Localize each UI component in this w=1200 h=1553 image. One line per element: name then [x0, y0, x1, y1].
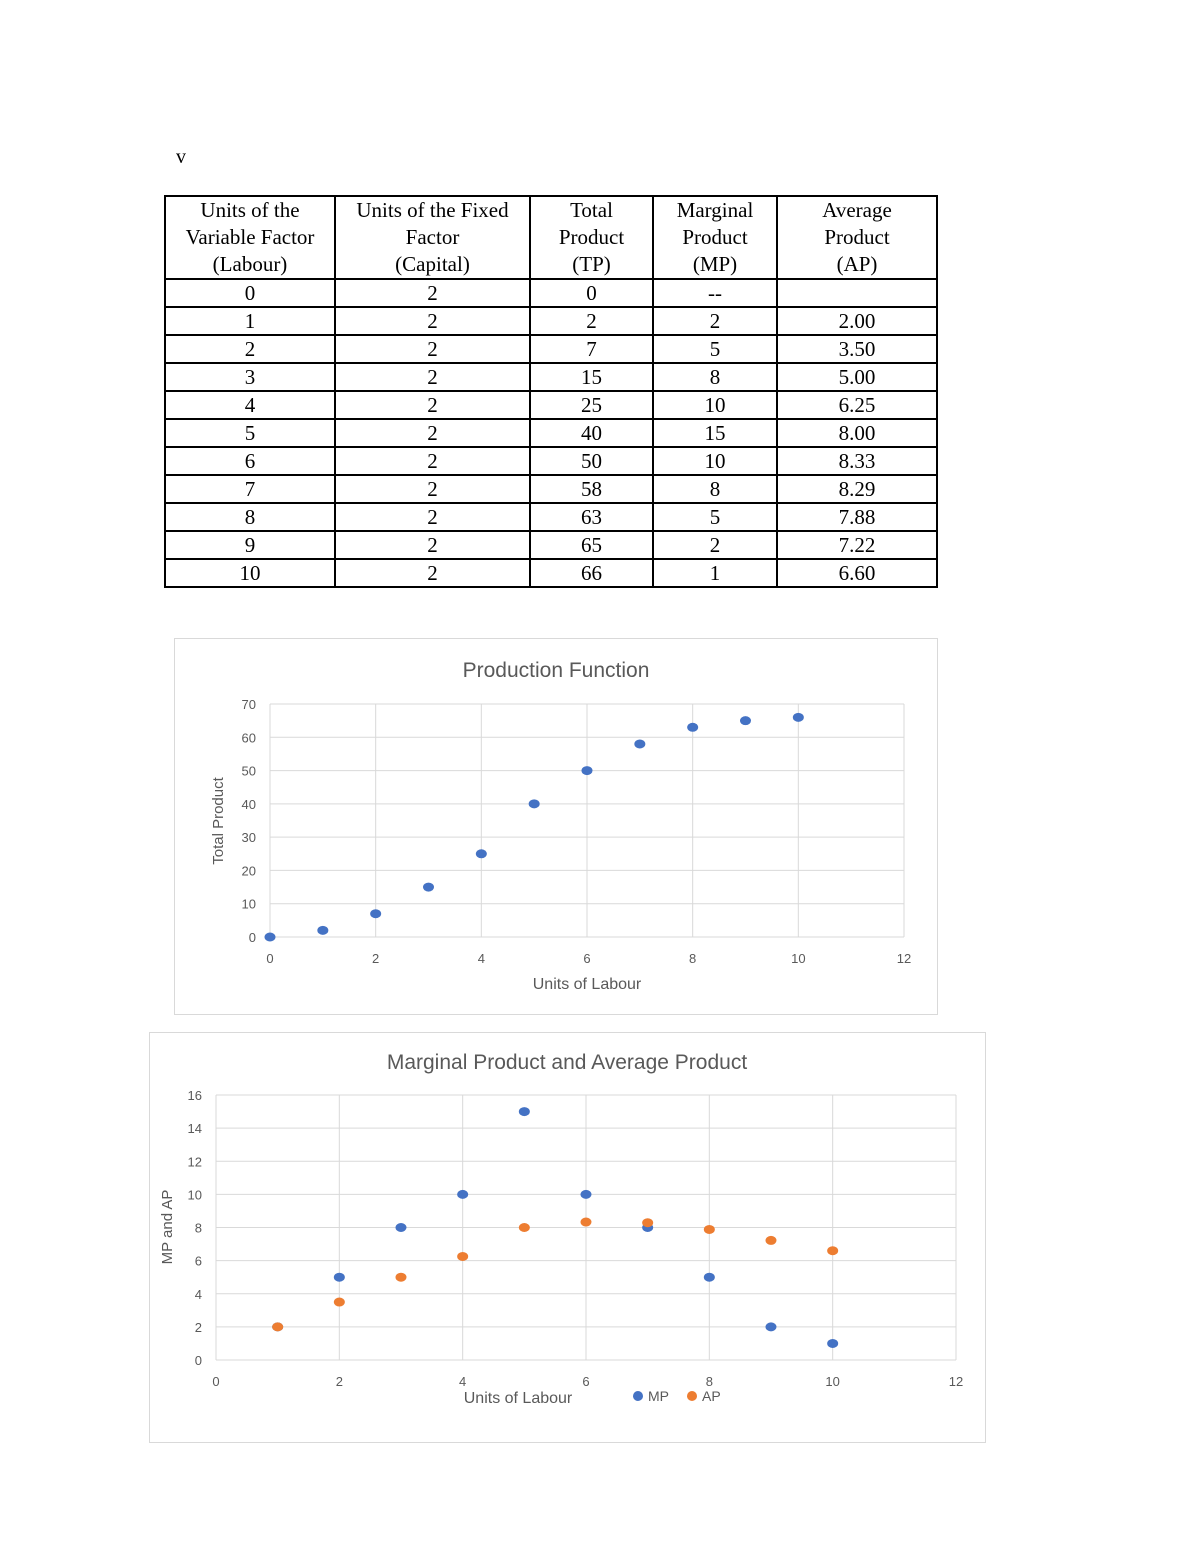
y-tick-label: 60: [241, 730, 256, 746]
x-tick-label: 6: [582, 1374, 590, 1389]
table-row: [165, 419, 937, 447]
cell-mp: 15: [653, 419, 777, 447]
table-row: [165, 391, 937, 419]
data-point-mp: [581, 1190, 592, 1199]
data-point-ap: [519, 1223, 530, 1232]
cell-labour: 5: [165, 419, 335, 447]
table-row: [165, 447, 937, 475]
data-point-ap: [642, 1218, 653, 1227]
cell-ap: 8.33: [777, 447, 937, 475]
cell-capital: 2: [335, 363, 530, 391]
cell-tp: 2: [530, 307, 653, 335]
x-tick-label: 8: [689, 951, 697, 966]
data-point-tp: [687, 723, 698, 732]
cell-mp: 1: [653, 559, 777, 587]
x-tick-label: 12: [948, 1374, 964, 1389]
y-tick-label: 16: [187, 1088, 202, 1103]
cell-tp: 7: [530, 335, 653, 363]
data-point-mp: [766, 1322, 777, 1331]
data-point-ap: [334, 1298, 345, 1307]
data-point-ap: [581, 1218, 592, 1227]
x-tick-label: 0: [266, 951, 274, 966]
production-function-chart: [174, 638, 938, 1015]
table-row: [165, 559, 937, 587]
cell-ap: 2.00: [777, 307, 937, 335]
cell-labour: 3: [165, 363, 335, 391]
cell-labour: 6: [165, 447, 335, 475]
cell-mp: 8: [653, 475, 777, 503]
cell-capital: 2: [335, 419, 530, 447]
data-point-tp: [265, 933, 276, 942]
cell-ap: 6.60: [777, 559, 937, 587]
y-tick-label: 6: [194, 1253, 202, 1269]
cell-labour: 2: [165, 335, 335, 363]
data-point-ap: [457, 1252, 468, 1261]
x-tick-label: 4: [477, 951, 485, 966]
data-point-mp: [396, 1223, 407, 1232]
cell-tp: 63: [530, 503, 653, 531]
cell-labour: 4: [165, 391, 335, 419]
production-table: [164, 195, 938, 588]
x-tick-label: 6: [583, 951, 591, 966]
data-point-tp: [582, 766, 593, 775]
data-point-mp: [519, 1107, 530, 1116]
y-axis-label: Total Product: [210, 777, 227, 865]
y-tick-label: 14: [187, 1121, 202, 1137]
header-marginal-product: Marginal Product (MP): [653, 196, 777, 279]
y-tick-label: 10: [187, 1187, 202, 1203]
table-row: [165, 363, 937, 391]
y-tick-label: 0: [194, 1353, 202, 1368]
cell-tp: 25: [530, 391, 653, 419]
cell-capital: 2: [335, 279, 530, 307]
legend-marker-mp: [633, 1391, 643, 1401]
cell-mp: --: [653, 279, 777, 307]
data-point-tp: [529, 799, 540, 808]
legend-marker-ap: [687, 1391, 697, 1401]
table-header-row: [165, 196, 937, 279]
data-point-tp: [476, 849, 487, 858]
header-labour: Units of the Variable Factor (Labour): [165, 196, 335, 279]
cell-mp: 5: [653, 503, 777, 531]
x-tick-label: 10: [825, 1374, 840, 1389]
cell-mp: 10: [653, 391, 777, 419]
cell-capital: 2: [335, 503, 530, 531]
x-tick-label: 10: [791, 951, 806, 966]
x-tick-label: 2: [335, 1374, 343, 1389]
y-tick-label: 4: [194, 1286, 202, 1302]
cell-labour: 10: [165, 559, 335, 587]
cell-tp: 50: [530, 447, 653, 475]
data-point-tp: [317, 926, 328, 935]
y-tick-label: 8: [194, 1220, 202, 1236]
chart-title: Production Function: [462, 659, 650, 682]
cell-capital: 2: [335, 531, 530, 559]
x-tick-label: 8: [705, 1374, 713, 1389]
cell-tp: 65: [530, 531, 653, 559]
cell-mp: 2: [653, 307, 777, 335]
y-tick-label: 2: [194, 1319, 202, 1335]
y-tick-label: 70: [241, 697, 256, 712]
page-marker: v: [176, 146, 186, 168]
data-point-mp: [827, 1339, 838, 1348]
cell-ap: 7.22: [777, 531, 937, 559]
legend-label-ap: AP: [702, 1388, 721, 1404]
data-point-tp: [793, 713, 804, 722]
cell-tp: 40: [530, 419, 653, 447]
header-capital: Units of the Fixed Factor (Capital): [335, 196, 530, 279]
cell-mp: 8: [653, 363, 777, 391]
data-point-ap: [396, 1273, 407, 1282]
y-tick-label: 10: [241, 896, 256, 912]
data-point-ap: [704, 1225, 715, 1234]
data-point-tp: [634, 739, 645, 748]
x-tick-label: 4: [459, 1374, 467, 1389]
header-total-product: Total Product (TP): [530, 196, 653, 279]
table-body: [165, 279, 937, 587]
cell-capital: 2: [335, 307, 530, 335]
cell-tp: 66: [530, 559, 653, 587]
cell-labour: 1: [165, 307, 335, 335]
y-tick-label: 40: [241, 796, 256, 812]
x-tick-label: 12: [896, 951, 912, 966]
cell-labour: 0: [165, 279, 335, 307]
production-function-svg: [175, 639, 937, 1014]
y-tick-label: 30: [241, 830, 256, 846]
x-axis-label: Units of Labour: [463, 1390, 573, 1407]
cell-ap: 3.50: [777, 335, 937, 363]
cell-ap: 6.25: [777, 391, 937, 419]
data-point-mp: [457, 1190, 468, 1199]
data-point-ap: [827, 1246, 838, 1255]
table-row: [165, 531, 937, 559]
cell-mp: 5: [653, 335, 777, 363]
data-point-ap: [766, 1236, 777, 1245]
cell-capital: 2: [335, 391, 530, 419]
x-tick-label: 0: [212, 1374, 220, 1389]
cell-ap: 8.29: [777, 475, 937, 503]
y-tick-label: 50: [241, 763, 256, 779]
cell-ap: [777, 279, 937, 307]
data-point-tp: [423, 883, 434, 892]
cell-tp: 58: [530, 475, 653, 503]
legend-label-mp: MP: [648, 1388, 669, 1404]
mp-ap-chart: [149, 1032, 986, 1443]
cell-ap: 7.88: [777, 503, 937, 531]
cell-ap: 8.00: [777, 419, 937, 447]
cell-capital: 2: [335, 559, 530, 587]
cell-mp: 10: [653, 447, 777, 475]
cell-capital: 2: [335, 447, 530, 475]
x-tick-label: 2: [372, 951, 380, 966]
table-row: [165, 475, 937, 503]
mp-ap-svg: [150, 1033, 985, 1442]
cell-mp: 2: [653, 531, 777, 559]
y-tick-label: 20: [241, 863, 256, 879]
data-point-ap: [272, 1322, 283, 1331]
cell-ap: 5.00: [777, 363, 937, 391]
cell-labour: 7: [165, 475, 335, 503]
cell-capital: 2: [335, 475, 530, 503]
y-axis-label: MP and AP: [159, 1189, 176, 1265]
cell-labour: 8: [165, 503, 335, 531]
chart-title: Marginal Product and Average Product: [386, 1051, 748, 1074]
data-point-tp: [370, 909, 381, 918]
table-row: [165, 503, 937, 531]
cell-capital: 2: [335, 335, 530, 363]
y-tick-label: 12: [187, 1154, 202, 1170]
table-row: [165, 279, 937, 307]
cell-labour: 9: [165, 531, 335, 559]
data-point-mp: [334, 1273, 345, 1282]
table-row: [165, 307, 937, 335]
y-tick-label: 0: [248, 930, 256, 945]
data-point-tp: [740, 716, 751, 725]
x-axis-label: Units of Labour: [532, 976, 642, 993]
header-average-product: Average Product (AP): [777, 196, 937, 279]
table-row: [165, 335, 937, 363]
cell-tp: 15: [530, 363, 653, 391]
cell-tp: 0: [530, 279, 653, 307]
data-point-mp: [704, 1273, 715, 1282]
